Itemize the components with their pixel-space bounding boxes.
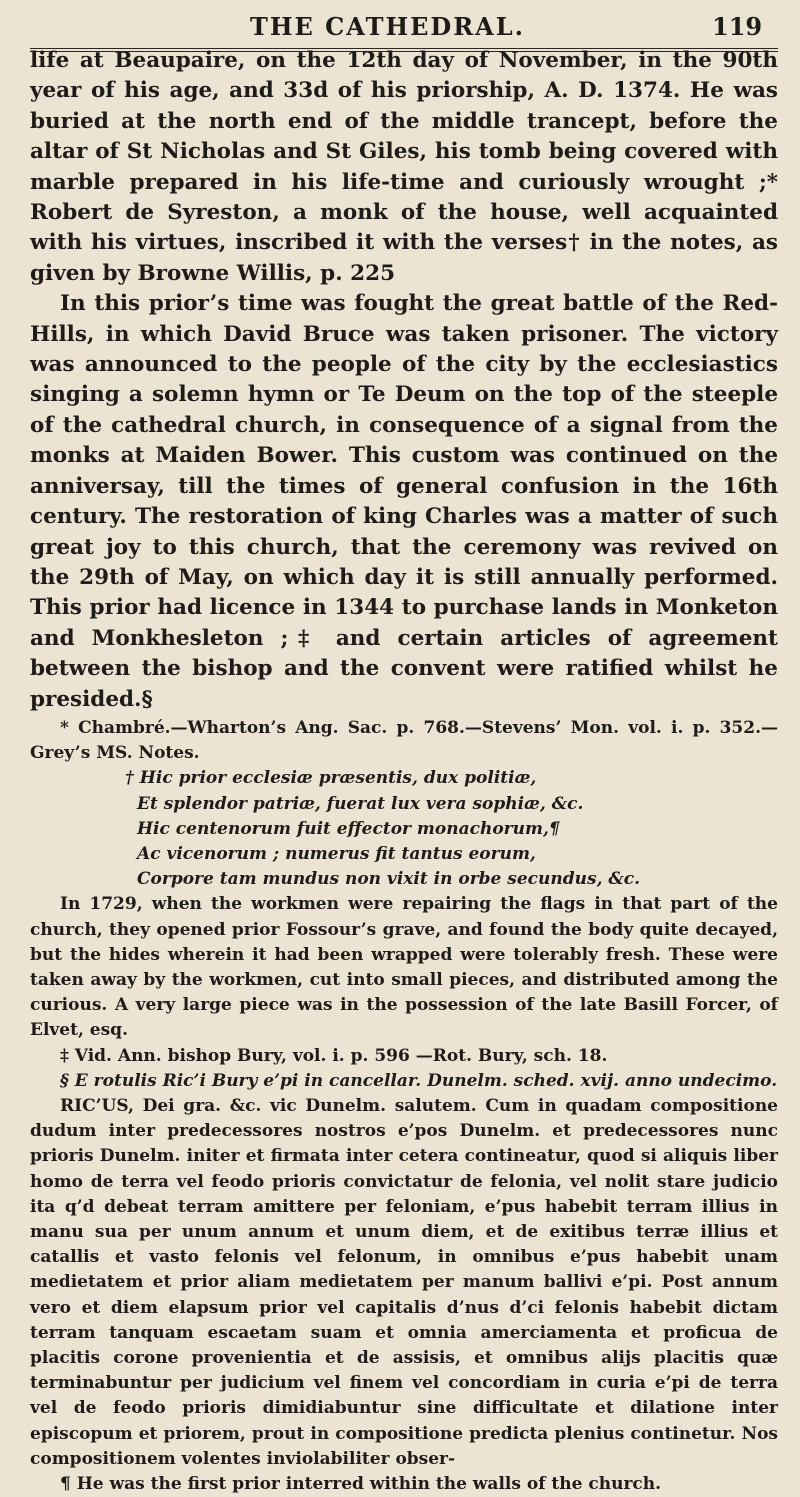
footnote-verse [30, 766, 778, 892]
footnotes [30, 716, 778, 1497]
footnote-dagger-paragraph: In 1729, when the workmen were repairing the flags in that part of the church, they opened prior Fossour’s grave, and found the body quite decayed, but the hides wherein it had been wrapped were tolerably fresh. These were taken away by the workmen, cut into small pieces, and distributed among the curious. A very large piece was in the possession of the late Basill Forcer, of Elvet, esq. [30, 894, 778, 1041]
footnote-double-dagger: ‡ Vid. Ann. bishop Bury, vol. i. p. 596 —Rot. Bury, sch. 18. [60, 1045, 608, 1066]
verse-line: Et splendor patriæ, fuerat lux vera sophiæ, &c. [137, 793, 584, 814]
page-number: 119 [712, 12, 763, 41]
footnote-pilcrow: ¶ He was the first prior interred within the walls of the church. [60, 1474, 662, 1495]
verse-line: Hic centenorum fuit effector monachorum,¶ [137, 818, 560, 839]
body-paragraph: In this prior’s time was fought the great battle of the Red-Hills, in which David Bruce was taken prisoner. The victory was announced to the people of the city by the ecclesiastics singing a solemn hymn or Te Deum on the top of the steeple of the cathedral church, in consequence of a signal from the monks at Maiden Bower. This custom was continued on the anniversay, till the times of general confusion in the 16th century. The restoration of king Charles was a matter of such great joy to this church, that the ceremony was revived on the 29th of May, on which day it is still annually performed. This prior had licence in 1344 to purchase lands in Monketon and Monkhesleton ;‡ and certain articles of agreement between the bishop and the convent were ratified whilst he presided.§ [30, 291, 778, 712]
verse-line: Ac vicenorum ; numerus fit tantus eorum, [137, 844, 536, 865]
footnote-latin-charter: RIC’US, Dei gra. &c. vic Dunelm. salutem. Cum in quadam compositione dudum inter predecessores nostros e’pos Dunelm. et predecessores nunc prioris Dunelm. initer et firmata inter cetera contineatur, quod si aliquis liber homo de terra vel feodo prioris convictatur de felonia, vel nolit stare judicio ita q’d debeat terram amittere per feloniam, e’pus habebit terram illius in manu sua per unum annum et unum diem, et de exitibus terræ illius et catallis et vasto felonis vel felonum, in omnibus e’pus habebit unam medietatem et prior aliam medietatem per manum ballivi e’pi. Post annum vero et diem elapsum prior vel capitalis d’nus d’ci felonis habebit dictam terram tanquam escaetam suam et omnia amerciamenta et proficua de placitis corone provenientia et de assisis, et omnibus alijs placitis quæ terminabuntur per judicium vel finem vel concordiam in curia e’pi de terra vel de feodo prioris dimidiabuntur sine difficultate et dilatione inter episcopum et priorem, prout in compositione predicta plenius continetur. Nos compositionem volentes inviolabiliter obser- [30, 1096, 778, 1469]
footnote-star: * Chambré.—Wharton’s Ang. Sac. p. 768.—Stevens’ Mon. vol. i. p. 352.—Grey’s MS. Notes. [30, 718, 778, 764]
main-text [30, 46, 778, 715]
verse-line: Corpore tam mundus non vixit in orbe secundus, &c. [137, 869, 641, 890]
footnote-section: § E rotulis Ric’i Bury e’pi in cancellar. Dunelm. sched. xvij. anno undecimo. [60, 1070, 778, 1091]
verse-line: † Hic prior ecclesiæ præsentis, dux politiæ, [125, 768, 537, 789]
body-paragraph: life at Beaupaire, on the 12th day of November, in the 90th year of his age, and 33d of his priorship, A. D. 1374. He was buried at the north end of the middle trancept, before the altar of St Nicholas and St Giles, his tomb being covered with marble prepared in his life-time and curiously wrought ;* Robert de Syreston, a monk of the house, well acquainted with his virtues, inscribed it with the verses† in the notes, as given by Browne Willis, p. 225 [30, 48, 778, 286]
running-title: THE CATHEDRAL. [250, 12, 526, 41]
running-head [0, 10, 800, 44]
